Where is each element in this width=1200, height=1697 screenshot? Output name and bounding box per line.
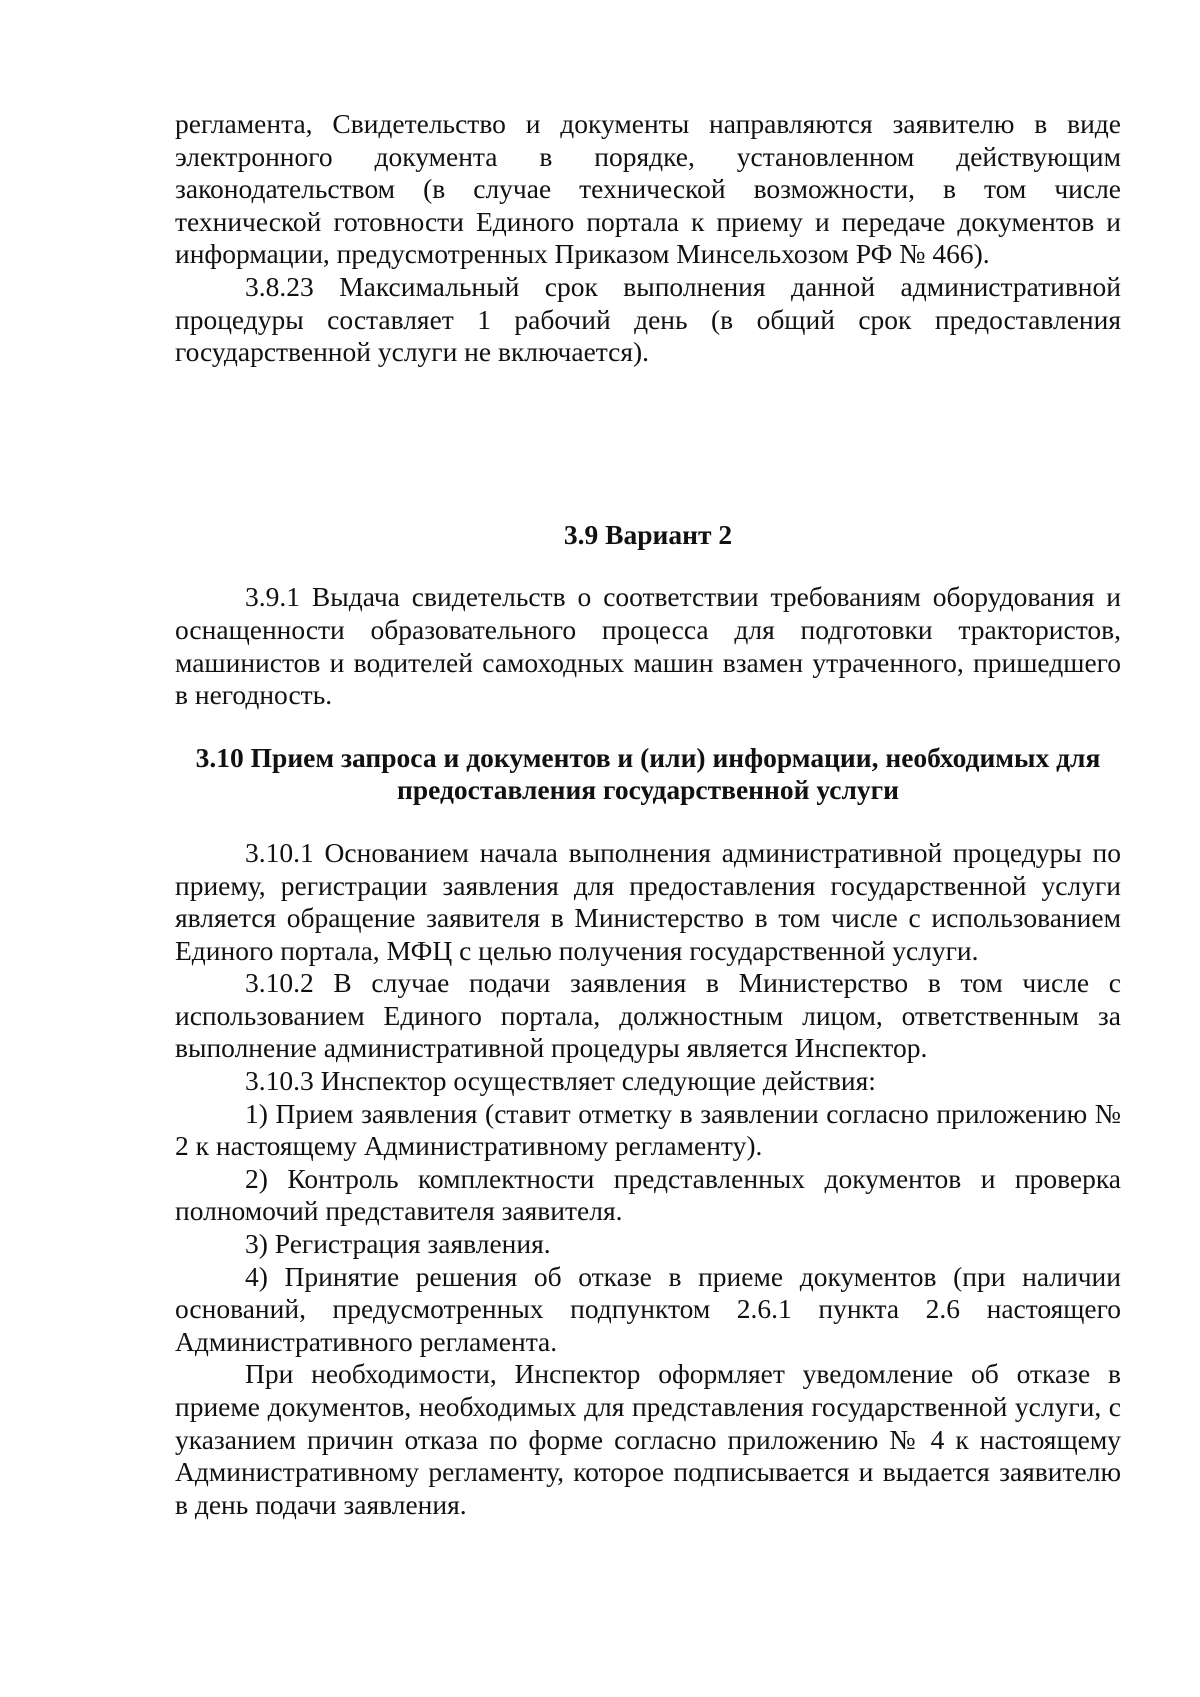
paragraph-3-10-2: 3.10.2 В случае подачи заявления в Министерство в том числе с использованием Единого портала, должностным лицом, ответственным за выполнение административной процедуры является Инспектор.	[175, 967, 1121, 1064]
section-heading-3-10-line1: 3.10 Прием запроса и документов и (или) информации, необходимых для	[195, 741, 1101, 773]
section-heading-3-9: 3.9 Вариант 2	[563, 518, 733, 550]
paragraph-3-9-1: 3.9.1 Выдача свидетельств о соответствии требованиям оборудования и оснащенности образовательного процесса для подготовки трактористов, машинистов и водителей самоходных машин взамен утраченного, пришедшего в негодность.	[175, 581, 1121, 711]
section-heading-3-10	[175, 742, 1121, 807]
paragraph-3-8-23: 3.8.23 Максимальный срок выполнения данной административной процедуры составляет 1 рабочий день (в общий срок предоставления государственной услуги не включается).	[175, 270, 1121, 368]
intro-block	[175, 108, 1121, 369]
list-item-4: 4) Принятие решения об отказе в приеме документов (при наличии оснований, предусмотренных подпунктом 2.6.1 пункта 2.6 настоящего Административного регламента.	[175, 1260, 1121, 1357]
paragraph-3-10-3: 3.10.3 Инспектор осуществляет следующие действия:	[245, 1065, 876, 1097]
section-heading-3-10-line2: предоставления государственной услуги	[397, 774, 899, 806]
list-item-3: 3) Регистрация заявления.	[245, 1228, 551, 1260]
list-item-2: 2) Контроль комплектности представленных документов и проверка полномочий представителя заявителя.	[175, 1162, 1121, 1227]
paragraph-refusal-notice: При необходимости, Инспектор оформляет уведомление об отказе в приеме документов, необходимых для представления государственной услуги, с указанием причин отказа по форме согласно приложению № 4 к настоящему Административному регламенту, которое подписывается и выдается заявителю в день подачи заявления.	[175, 1358, 1121, 1520]
list-item-1: 1) Прием заявления (ставит отметку в заявлении согласно приложению № 2 к настоящему Административному регламенту).	[175, 1097, 1121, 1162]
document-page	[175, 108, 1121, 1521]
section-3-10-body	[175, 837, 1121, 1521]
paragraph-3-10-1: 3.10.1 Основанием начала выполнения административной процедуры по приему, регистрации заявления для предоставления государственной услуги является обращение заявителя в Министерство в том числе с использованием Единого портала, МФЦ с целью получения государственной услуги.	[175, 836, 1121, 966]
paragraph-continuation: регламента, Свидетельство и документы направляются заявителю в виде электронного документа в порядке, установленном действующим законодательством (в случае технической возможности, в том числе технической готовности Единого портала к приему и передаче документов и информации, предусмотренных Приказом Минсельхозом РФ № 466).	[175, 108, 1121, 270]
